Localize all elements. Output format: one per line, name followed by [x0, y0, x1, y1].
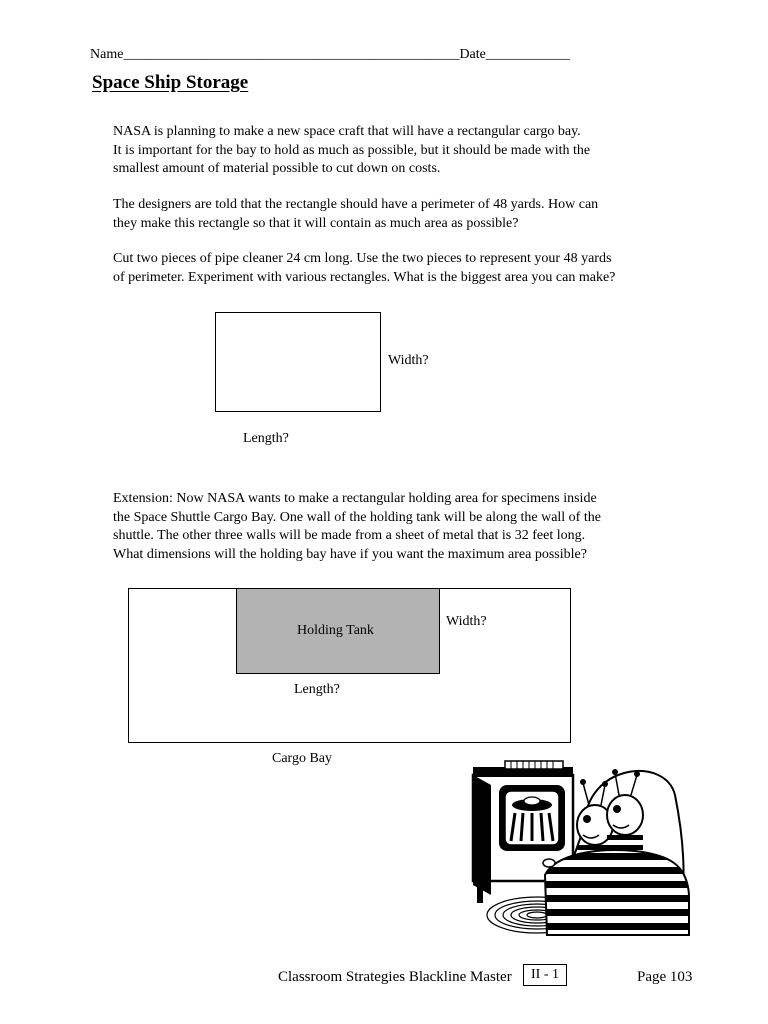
paragraph-line: of perimeter. Experiment with various rectangles. What is the biggest area you can make? [113, 269, 616, 285]
aliens-watching-tv-clipart [465, 755, 695, 950]
rectangle-diagram [215, 312, 381, 412]
paragraph-line: Extension: Now NASA wants to make a rectangular holding area for specimens inside [113, 491, 597, 506]
paragraph-line: the Space Shuttle Cargo Bay. One wall of the holding tank will be along the wall of the [113, 509, 601, 525]
paragraph-line: NASA is planning to make a new space craft that will have a rectangular cargo bay. [113, 124, 581, 139]
length-label: Length? [243, 431, 289, 446]
paragraph-line: smallest amount of material possible to cut down on costs. [113, 161, 441, 176]
name-label: Name [90, 47, 124, 62]
footer-series-title: Classroom Strategies Blackline Master [278, 969, 512, 985]
section-badge: II - 1 [523, 964, 567, 986]
extension-paragraph [113, 490, 601, 564]
date-blank: ____________ [485, 47, 570, 62]
paragraph-line: they make this rectangle so that it will contain as much area as possible? [113, 215, 519, 231]
pipe-cleaner-paragraph [113, 250, 615, 287]
paragraph-line: What dimensions will the holding bay have if you want the maximum area possible? [113, 546, 587, 562]
paragraph-line: The designers are told that the rectangle should have a perimeter of 48 yards. How can [113, 197, 599, 212]
page-number: Page 103 [637, 969, 693, 985]
tank-width-label: Width? [446, 614, 487, 629]
date-label: Date [459, 47, 486, 62]
cargo-bay-label: Cargo Bay [272, 751, 333, 766]
page-title: Space Ship Storage [92, 72, 249, 93]
name-blank: ________________________________________________ [123, 47, 460, 62]
paragraph-line: Cut two pieces of pipe cleaner 24 cm long. Use the two pieces to represent your 48 yards [113, 251, 612, 266]
paragraph-line: shuttle. The other three walls will be made from a sheet of metal that is 32 feet long. [113, 528, 586, 543]
paragraph-line: It is important for the bay to hold as much as possible, but it should be made with the [113, 142, 591, 158]
holding-tank-label: Holding Tank [297, 623, 374, 638]
perimeter-paragraph [113, 196, 598, 233]
width-label: Width? [388, 353, 429, 368]
tank-length-label: Length? [294, 682, 340, 697]
intro-paragraph [113, 123, 590, 179]
name-date-line [90, 46, 570, 64]
